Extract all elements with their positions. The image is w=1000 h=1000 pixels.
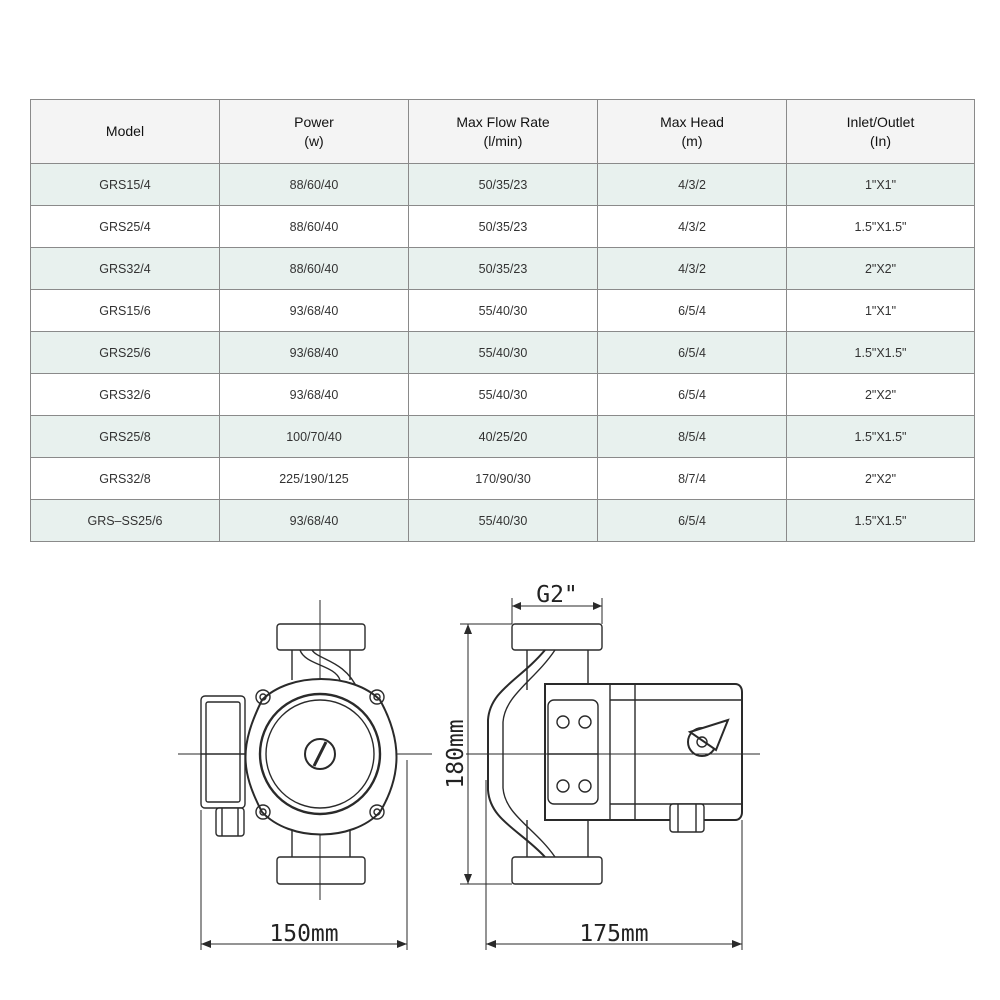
cell-max-flow-rate: 55/40/30 [409,290,598,332]
cell-max-head: 6/5/4 [598,332,787,374]
cell-max-head: 4/3/2 [598,248,787,290]
side-width-label: 175mm [579,921,649,947]
cell-max-head: 8/5/4 [598,416,787,458]
cell-model: GRS25/4 [31,206,220,248]
cell-max-head: 8/7/4 [598,458,787,500]
cell-power: 100/70/40 [220,416,409,458]
cell-model: GRS15/4 [31,164,220,206]
cell-max-flow-rate: 40/25/20 [409,416,598,458]
pump-front-view [178,600,432,900]
cell-inlet-outlet: 2"X2" [787,248,975,290]
cell-power: 93/68/40 [220,374,409,416]
pump-side-view [466,624,760,884]
thread-label: G2" [536,582,578,608]
header-unit: (l/min) [483,132,523,149]
cell-inlet-outlet: 2"X2" [787,458,975,500]
cell-max-head: 4/3/2 [598,164,787,206]
cell-max-flow-rate: 50/35/23 [409,206,598,248]
header-label: Power [294,113,334,130]
header-max-head [598,100,787,164]
cell-inlet-outlet: 2"X2" [787,374,975,416]
table-header-row [31,100,975,164]
cell-power: 88/60/40 [220,206,409,248]
table-row [31,458,975,500]
table-body [31,164,975,542]
cell-inlet-outlet: 1.5"X1.5" [787,416,975,458]
cell-max-flow-rate: 55/40/30 [409,332,598,374]
table-row [31,416,975,458]
cell-inlet-outlet: 1.5"X1.5" [787,206,975,248]
cell-max-head: 6/5/4 [598,374,787,416]
cell-inlet-outlet: 1"X1" [787,290,975,332]
cell-max-flow-rate: 50/35/23 [409,164,598,206]
header-label: Inlet/Outlet [846,113,915,130]
header-power [220,100,409,164]
cell-max-head: 6/5/4 [598,500,787,542]
table-row [31,332,975,374]
spec-table [30,99,975,542]
header-model [31,100,220,164]
header-unit: (m) [681,132,703,149]
cell-model: GRS32/4 [31,248,220,290]
cell-max-flow-rate: 50/35/23 [409,248,598,290]
cell-power: 225/190/125 [220,458,409,500]
header-max-flow-rate [409,100,598,164]
cell-model: GRS15/6 [31,290,220,332]
cell-inlet-outlet: 1"X1" [787,164,975,206]
table-row [31,500,975,542]
cell-model: GRS25/6 [31,332,220,374]
header-unit: (In) [870,132,891,149]
table-row [31,206,975,248]
cell-power: 93/68/40 [220,290,409,332]
front-width-label: 150mm [269,921,339,947]
cell-model: GRS25/8 [31,416,220,458]
cell-power: 88/60/40 [220,164,409,206]
cell-max-flow-rate: 55/40/30 [409,374,598,416]
table-row [31,248,975,290]
cell-power: 93/68/40 [220,332,409,374]
table-row [31,290,975,332]
header-inlet-outlet [787,100,975,164]
cell-max-head: 4/3/2 [598,206,787,248]
table-row [31,164,975,206]
cell-inlet-outlet: 1.5"X1.5" [787,500,975,542]
header-label: Max Head [660,113,724,130]
cell-power: 88/60/40 [220,248,409,290]
pump-dimension-drawing [0,560,1000,1000]
cell-model: GRS32/6 [31,374,220,416]
header-unit: (w) [304,132,324,149]
cell-max-head: 6/5/4 [598,290,787,332]
cell-max-flow-rate: 170/90/30 [409,458,598,500]
cell-power: 93/68/40 [220,500,409,542]
table-row [31,374,975,416]
cell-max-flow-rate: 55/40/30 [409,500,598,542]
height-label: 180mm [443,719,469,789]
header-label: Max Flow Rate [456,113,550,130]
header-label: Model [105,123,145,139]
cell-inlet-outlet: 1.5"X1.5" [787,332,975,374]
cell-model: GRS–SS25/6 [31,500,220,542]
cell-model: GRS32/8 [31,458,220,500]
